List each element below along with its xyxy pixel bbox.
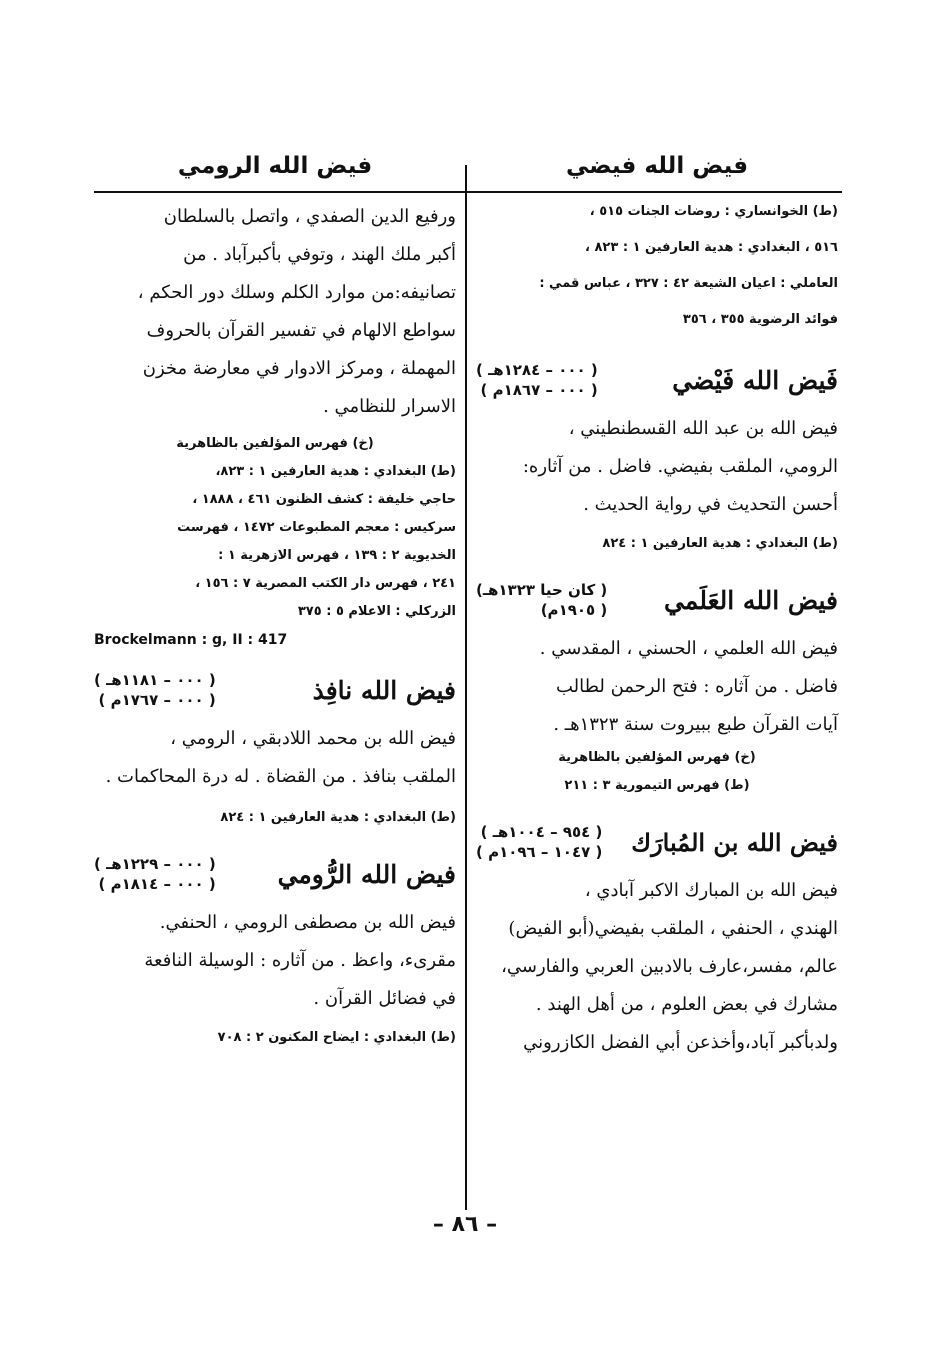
- source-line: ٥١٦ ، البغدادي : هدية العارفين ١ : ٨٢٣ ،: [585, 240, 838, 255]
- running-head-left: فيض الله الرومي: [177, 153, 373, 179]
- entry-source: (ط) فهرس التيمورية ٣ : ٢١١: [564, 778, 750, 793]
- source-line: فوائد الرضوية ٣٥٥ ، ٣٥٦: [682, 312, 838, 327]
- date-gregorian: ( ١٩٠٥م): [540, 601, 608, 619]
- top-sources: [476, 194, 838, 338]
- running-head-right: فيض الله فيضي: [565, 153, 749, 179]
- entry-dates: [94, 854, 216, 894]
- entry-name: فيض الله العَلَمي: [664, 585, 838, 615]
- page-number: – ٨٦ –: [432, 1212, 498, 1237]
- entry-body-line: عالم، مفسر،عارف بالادبين العربي والفارسي،: [501, 956, 838, 977]
- entry: [94, 854, 456, 1052]
- entry-heading: [476, 580, 838, 620]
- entry-body-line: فيض الله بن عبد الله القسطنطيني ،: [568, 418, 838, 439]
- entry-body-line: مشارك في بعض العلوم ، من أهل الهند .: [535, 994, 838, 1015]
- entry-body-line: فيض الله بن محمد اللادبقي ، الرومي ،: [170, 728, 456, 749]
- entry-heading: [476, 360, 838, 400]
- entry: [94, 670, 456, 832]
- continuation-text: [94, 198, 456, 426]
- entry-name: فيض الله نافِذ: [312, 675, 456, 705]
- source-line: (خ) فهرس المؤلفين بالظاهرية: [176, 436, 374, 451]
- entry-name: فَيض الله فَيْضي: [672, 365, 838, 395]
- continuation-line: المهملة ، ومركز الادوار في معارضة مخزن: [142, 358, 456, 379]
- entry-body-line: مقرىء، واعظ . من آثاره : الوسيلة النافعة: [144, 950, 456, 971]
- entry-source: (ط) البغدادي : هدية العارفين ١ : ٨٢٤: [602, 536, 838, 551]
- entry-dates: [476, 580, 607, 620]
- source-line: سركيس : معجم المطبوعات ١٤٧٢ ، فهرست: [177, 520, 456, 535]
- source-line: ٢٤١ ، فهرس دار الكتب المصرية ٧ : ١٥٦ ،: [195, 576, 456, 591]
- entry-dates: [476, 360, 598, 400]
- entry-dates: [476, 822, 602, 862]
- entry-body-line: في فضائل القرآن .: [313, 988, 456, 1009]
- source-line: (ط) البغدادي : هدية العارفين ١ : ٨٢٣،: [215, 464, 456, 479]
- continuation-line: سواطع الالهام في تفسير القرآن بالحروف: [146, 320, 456, 341]
- entry-source: (ط) البغدادي : ايضاح المكنون ٢ : ٧٠٨: [217, 1030, 456, 1045]
- left-column: [94, 140, 456, 1052]
- continuation-line: ورفيع الدين الصفدي ، واتصل بالسلطان: [163, 206, 456, 227]
- date-gregorian: ( ١٠٤٧ – ١٠٩٦م ): [476, 843, 603, 861]
- date-hijri: ( ٠٠٠ – ١٢٨٤هـ ): [476, 361, 598, 379]
- date-hijri: ( كان حيا ١٣٢٣هـ): [476, 581, 608, 599]
- entry-body-line: فيض الله بن مصطفى الرومي ، الحنفي.: [159, 912, 456, 933]
- source-line: حاجي خليفة : كشف الظنون ٤٦١ ، ١٨٨٨ ،: [192, 492, 456, 507]
- entry-name: فيض الله بن المُبارَك: [631, 827, 838, 857]
- entry-dates: [94, 670, 216, 710]
- entry-body-line: فيض الله بن المبارك الاكبر آبادي ،: [584, 880, 838, 901]
- entry-heading: [94, 670, 456, 710]
- entry-body-line: ولدبأكبر آباد،وأخذعن أبي الفضل الكازروني: [523, 1032, 838, 1053]
- entry-heading: [94, 854, 456, 894]
- entry-source: (ط) البغدادي : هدية العارفين ١ : ٨٢٤: [220, 810, 456, 825]
- entry-name: فيض الله الرُّومي: [277, 859, 456, 889]
- entry-body-line: فيض الله العلمي ، الحسني ، المقدسي .: [539, 638, 838, 659]
- date-gregorian: ( ٠٠٠ – ١٨٦٧م ): [480, 381, 598, 399]
- source-line: الخديوية ٢ : ١٣٩ ، فهرس الازهرية ١ :: [218, 548, 456, 563]
- column-divider: [465, 165, 467, 1210]
- entry-heading: [476, 822, 838, 862]
- latin-reference: Brockelmann : g, II : 417: [94, 632, 288, 648]
- date-hijri: ( ٠٠٠ – ١٢٢٩هـ ): [94, 855, 216, 873]
- entry: [476, 360, 838, 558]
- date-gregorian: ( ٠٠٠ – ١٧٦٧م ): [98, 691, 216, 709]
- continuation-sources: [94, 430, 456, 626]
- entry: [476, 822, 838, 1062]
- entry-body-line: آيات القرآن طبع ببيروت سنة ١٣٢٣هـ .: [553, 714, 838, 735]
- entry-body-line: فاضل . من آثاره : فتح الرحمن لطالب: [555, 676, 838, 697]
- continuation-line: الاسرار للنظامي .: [323, 396, 456, 417]
- date-gregorian: ( ٠٠٠ – ١٨١٤م ): [98, 875, 216, 893]
- entry-body-line: الملقب بنافذ . من القضاة . له درة المحاكمات .: [105, 766, 456, 787]
- source-line: الزركلي : الاعلام ٥ : ٣٧٥: [297, 604, 456, 619]
- date-hijri: ( ٠٠٠ – ١١٨١هـ ): [94, 671, 216, 689]
- continuation-line: تصانيفه:من موارد الكلم وسلك دور الحكم ،: [137, 282, 456, 303]
- continuation-line: أكبر ملك الهند ، وتوفي بأكبرآباد . من: [183, 244, 456, 265]
- source-line: (ط) الخوانساري : روضات الجنات ٥١٥ ،: [589, 204, 838, 219]
- entry: [476, 580, 838, 800]
- right-column: [476, 140, 838, 1062]
- entry-body-line: الرومي، الملقب بفيضي. فاضل . من آثاره:: [522, 456, 838, 477]
- source-line: العاملي : اعيان الشيعة ٤٢ : ٣٢٧ ، عباس قمي :: [539, 276, 838, 291]
- entry-body-line: أحسن التحديث في رواية الحديث .: [583, 494, 838, 515]
- entry-source: (خ) فهرس المؤلفين بالظاهرية: [558, 750, 756, 765]
- date-hijri: ( ٩٥٤ – ١٠٠٤هـ ): [480, 823, 603, 841]
- entry-body-line: الهندي ، الحنفي ، الملقب بفيضي(أبو الفيض): [508, 918, 838, 939]
